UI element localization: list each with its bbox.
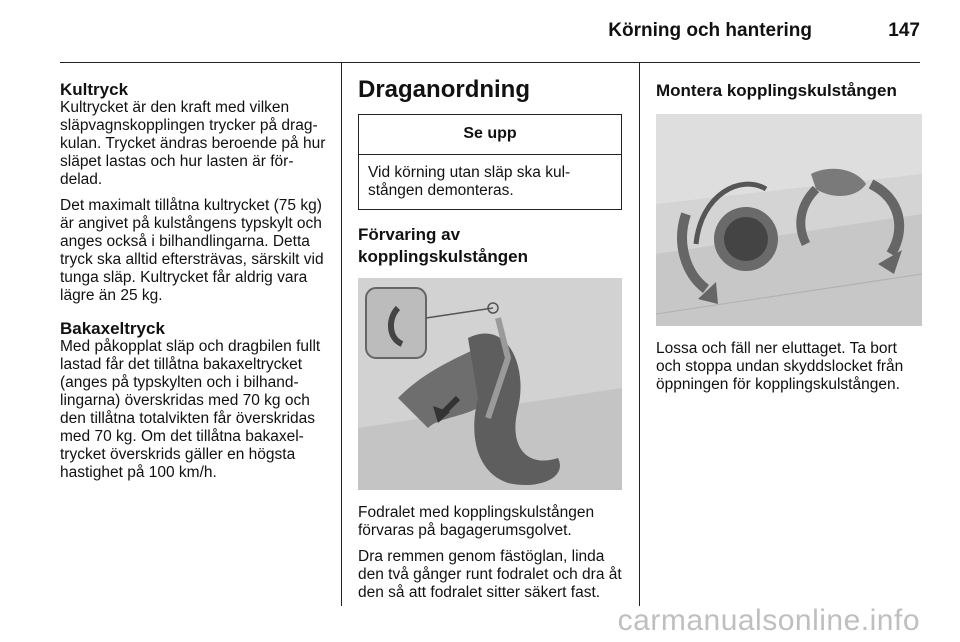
caption: Fodralet med kopplingskulstången förvaras på bagagerumsgolvet. <box>358 504 595 539</box>
watermark: carmanualsonline.info <box>617 604 920 637</box>
caption: Lossa och fäll ner eluttaget. Ta bort och stoppa undan skyddslocket från öppningen för kopplingskulstången. <box>656 340 904 393</box>
paragraph: Med påkopplat släp och dragbilen fullt lastad får det tillåtna bakaxeltrycket (anges på typskylten och i bilhandlingarna) överskridas med 70 kg och den tillåtna totalvikten får överskridas med 70 kg. Om det tillåtna bakaxeltrycket överskrids gäller en högsta hastighet på 100 km/h. <box>60 338 321 481</box>
caption: Dra remmen genom fästöglan, linda den två gånger runt fodralet och dra åt den så att fodralet sitter säkert fast. <box>358 548 622 601</box>
page-number: 147 <box>888 20 920 41</box>
section-heading-kultryck: Kultryck <box>60 80 129 99</box>
subheading-storage: Förvaring av kopplingskulstången <box>358 225 529 266</box>
column-left <box>60 80 330 490</box>
column-divider <box>341 62 342 606</box>
socket-illustration <box>656 114 922 326</box>
section-heading-draganordning: Draganordning <box>358 76 530 103</box>
column-divider <box>639 62 640 606</box>
storage-bag-illustration <box>358 278 622 490</box>
section-heading-montera: Montera kopplingskulstången <box>656 81 897 100</box>
page-header <box>60 0 920 63</box>
caution-text: Vid körning utan släp ska kulstången demonteras. <box>368 164 571 199</box>
column-middle <box>358 76 622 610</box>
section-heading-bakaxeltryck: Bakaxeltryck <box>60 319 165 338</box>
column-right <box>656 80 922 402</box>
paragraph: Kultrycket är den kraft med vilken släpvagnskopplingen trycker på dragkulan. Trycket ändras beroende på hur släpet lastas och hur lasten är fördelad. <box>60 99 326 188</box>
caution-title: Se upp <box>359 115 621 155</box>
page-title: Körning och hantering <box>608 20 812 41</box>
caution-box <box>358 114 622 210</box>
paragraph: Det maximalt tillåtna kultrycket (75 kg) är angivet på kulstångens typskylt och anges också i bilhandlingarna. Detta tryck ska alltid eftersträvas, särskilt vid tunga släp. Kultrycket får aldrig vara lägre än 25 kg. <box>60 197 324 304</box>
